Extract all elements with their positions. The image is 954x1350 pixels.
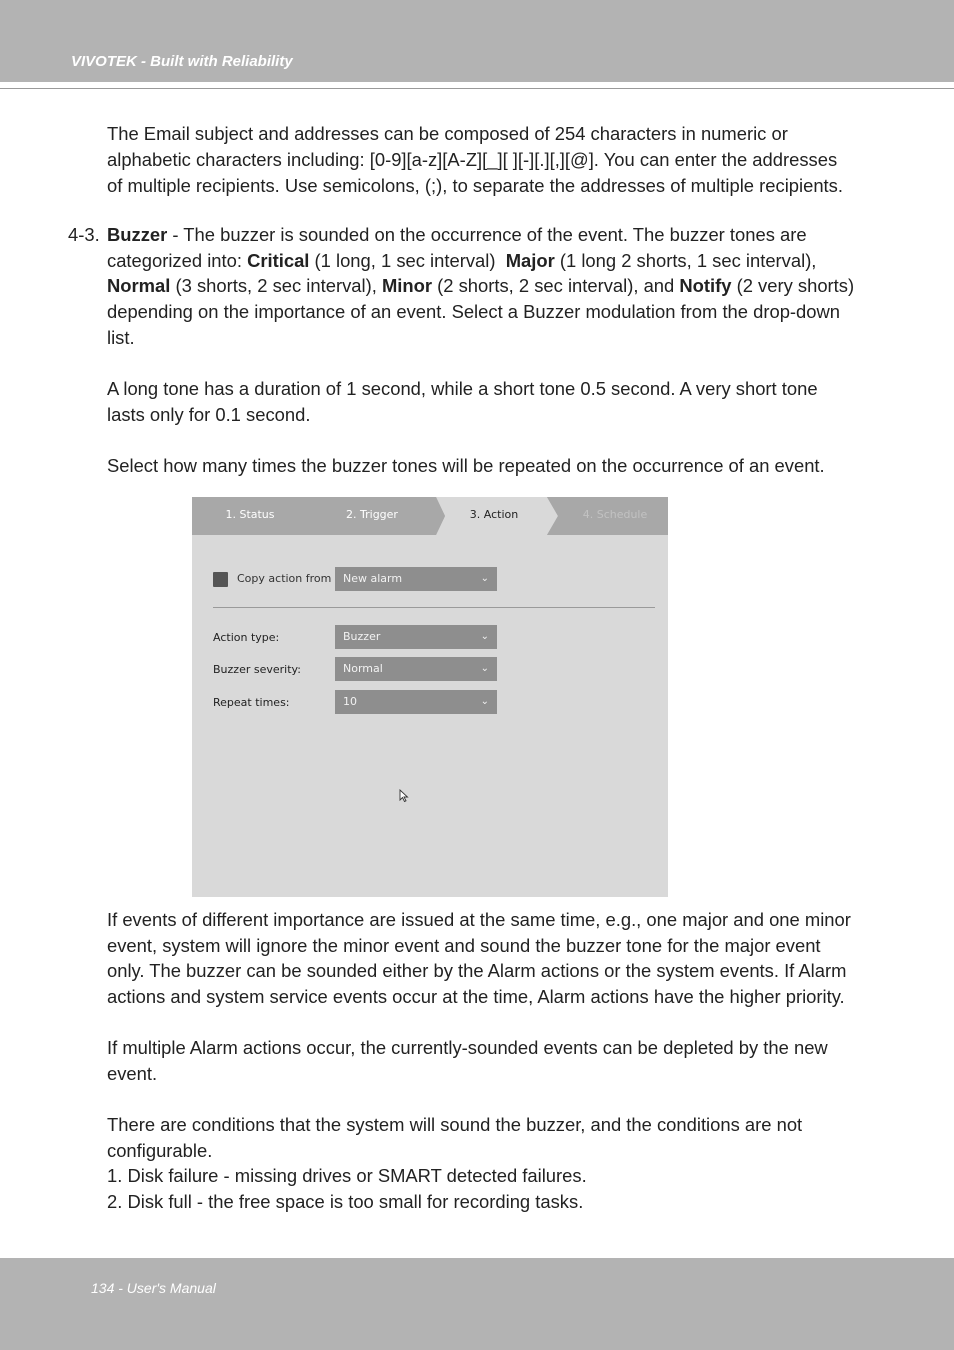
intro-line-3: of multiple recipients. Use semicolons, (;), to separate the addresses of multiple recipients. (107, 175, 843, 196)
tab-status[interactable]: 1. Status (225, 508, 275, 521)
intro-line-2: alphabetic characters including: [0-9][a-z][A-Z][_][ ][-][.][,][@]. You can enter the addresses (107, 149, 838, 170)
buzzer-text-3a: (3 shorts, 2 sec interval), (170, 275, 382, 296)
condition-item-2: 2. Disk full - the free space is too small for recording tasks. (107, 1191, 584, 1212)
copy-action-label: Copy action from (237, 572, 332, 585)
page-header (0, 0, 954, 82)
buzzer-line-5: list. (107, 327, 135, 348)
header-rule (0, 88, 954, 89)
buzzer-line-1 (107, 222, 807, 248)
repeat-description: Select how many times the buzzer tones will be repeated on the occurrence of an event. (107, 455, 825, 476)
buzzer-line-2 (107, 248, 816, 274)
buzzer-line-4: depending on the importance of an event. Select a Buzzer modulation from the drop-down (107, 301, 841, 322)
multiple-line-2: event. (107, 1063, 158, 1084)
action-type-label: Action type: (213, 631, 280, 644)
buzzer-severity-select[interactable] (335, 657, 497, 681)
chevron-down-icon: ⌄ (480, 631, 489, 642)
repeat-times-value: 10 (343, 695, 357, 708)
buzzer-text-3b: (2 shorts, 2 sec interval), and (432, 275, 680, 296)
repeat-times-label: Repeat times: (213, 696, 290, 709)
page-number: 134 - User's Manual (91, 1280, 216, 1296)
repeat-times-select[interactable] (335, 690, 497, 714)
priority-line-3: only. The buzzer can be sounded either by the Alarm actions or the system events. If Alarm (107, 960, 847, 981)
minor-term: Minor (381, 275, 433, 296)
tab-schedule[interactable]: 4. Schedule (582, 508, 648, 521)
conditions-line-1: There are conditions that the system will sound the buzzer, and the conditions are not (107, 1114, 803, 1135)
buzzer-text-2c: (1 long 2 shorts, 1 sec interval), (554, 250, 817, 271)
critical-term: Critical (247, 250, 310, 271)
header-title: VIVOTEK - Built with Reliability (71, 53, 293, 70)
section-number: 4-3. (68, 224, 100, 245)
chevron-down-icon: ⌄ (480, 663, 489, 674)
tone-line-1: A long tone has a duration of 1 second, while a short tone 0.5 second. A very short tone (107, 378, 818, 399)
tone-line-2: lasts only for 0.1 second. (107, 404, 311, 425)
copy-action-select[interactable] (335, 567, 497, 591)
normal-term: Normal (107, 275, 171, 296)
action-settings-screenshot (192, 497, 668, 897)
buzzer-term: Buzzer (107, 224, 168, 245)
notify-term: Notify (679, 275, 732, 296)
chevron-down-icon: ⌄ (480, 696, 489, 707)
buzzer-line-3 (107, 273, 854, 299)
copy-action-value: New alarm (343, 572, 403, 585)
conditions-line-2: configurable. (107, 1140, 213, 1161)
action-type-value: Buzzer (343, 630, 381, 643)
mouse-pointer-icon (399, 789, 411, 803)
chevron-down-icon: ⌄ (480, 573, 489, 584)
priority-line-1: If events of different importance are issued at the same time, e.g., one major and one minor (107, 909, 851, 930)
buzzer-severity-label: Buzzer severity: (213, 663, 301, 676)
page-footer (0, 1258, 954, 1350)
intro-line-1: The Email subject and addresses can be composed of 254 characters in numeric or (107, 123, 788, 144)
major-term: Major (505, 250, 555, 271)
form-divider (213, 607, 655, 608)
buzzer-severity-value: Normal (343, 662, 383, 675)
copy-action-checkbox[interactable] (213, 572, 228, 587)
buzzer-text-2a: categorized into: (107, 250, 248, 271)
tab-trigger[interactable]: 2. Trigger (346, 508, 398, 521)
priority-line-4: actions and system service events occur at the time, Alarm actions have the higher priority. (107, 986, 845, 1007)
priority-line-2: event, system will ignore the minor event and sound the buzzer tone for the major event (107, 935, 821, 956)
action-type-select[interactable] (335, 625, 497, 649)
tab-action[interactable]: 3. Action (469, 508, 519, 521)
buzzer-text-3c: (2 very shorts) (731, 275, 855, 296)
multiple-line-1: If multiple Alarm actions occur, the currently-sounded events can be depleted by the new (107, 1037, 828, 1058)
buzzer-text-1: - The buzzer is sounded on the occurrence of the event. The buzzer tones are (167, 224, 807, 245)
wizard-tabbar (192, 497, 668, 535)
buzzer-text-2b: (1 long, 1 sec interval) (309, 250, 506, 271)
condition-item-1: 1. Disk failure - missing drives or SMART detected failures. (107, 1165, 587, 1186)
